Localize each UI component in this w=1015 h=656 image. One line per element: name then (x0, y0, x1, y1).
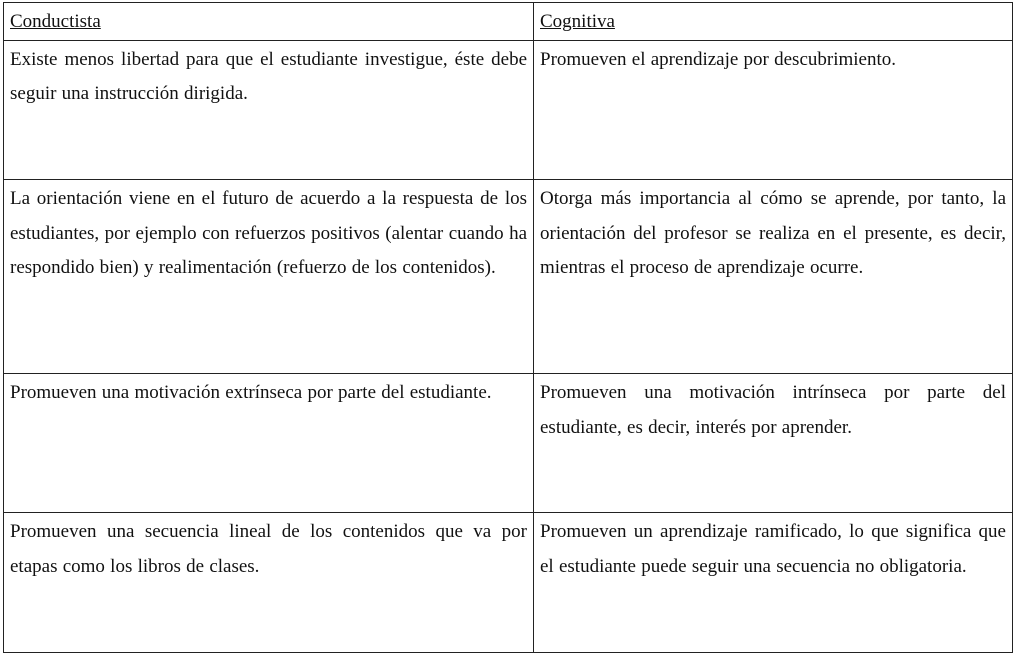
cell-conductista (4, 513, 534, 653)
cell-cognitiva (534, 180, 1013, 374)
header-cognitiva: Cognitiva (534, 3, 1013, 41)
cell-text: Promueven un aprendizaje ramificado, lo que significa que el estudiante puede seguir una secuencia no obligatoria. (540, 521, 1006, 577)
cell-cognitiva (534, 374, 1013, 513)
cell-conductista (4, 180, 534, 374)
cell-text: Promueven una motivación intrínseca por parte del estudiante, es decir, interés por aprender. (540, 382, 1006, 438)
comparison-table (3, 2, 1013, 653)
table-row (4, 513, 1013, 653)
cell-text: Promueven una motivación extrínseca por parte del estudiante. (10, 382, 492, 404)
table-row (4, 180, 1013, 374)
header-conductista: Conductista (4, 3, 534, 41)
cell-text: Promueven el aprendizaje por descubrimiento. (540, 48, 897, 70)
cell-text: Otorga más importancia al cómo se aprende, por tanto, la orientación del profesor se realiza en el presente, es decir, mientras el proceso de aprendizaje ocurre. (540, 188, 1006, 279)
table-row (4, 374, 1013, 513)
cell-text: Existe menos libertad para que el estudiante investigue, éste debe seguir una instrucción dirigida. (10, 48, 527, 104)
table-row (4, 40, 1013, 180)
cell-cognitiva (534, 513, 1013, 653)
cell-cognitiva (534, 40, 1013, 180)
cell-text: Promueven una secuencia lineal de los contenidos que va por etapas como los libros de clases. (10, 521, 527, 577)
cell-conductista (4, 374, 534, 513)
cell-text: La orientación viene en el futuro de acuerdo a la respuesta de los estudiantes, por ejemplo con refuerzos positivos (alentar cuando ha respondido bien) y realimentación (refuerzo de los contenidos). (10, 188, 527, 279)
cell-conductista (4, 40, 534, 180)
table-header-row (4, 3, 1013, 41)
